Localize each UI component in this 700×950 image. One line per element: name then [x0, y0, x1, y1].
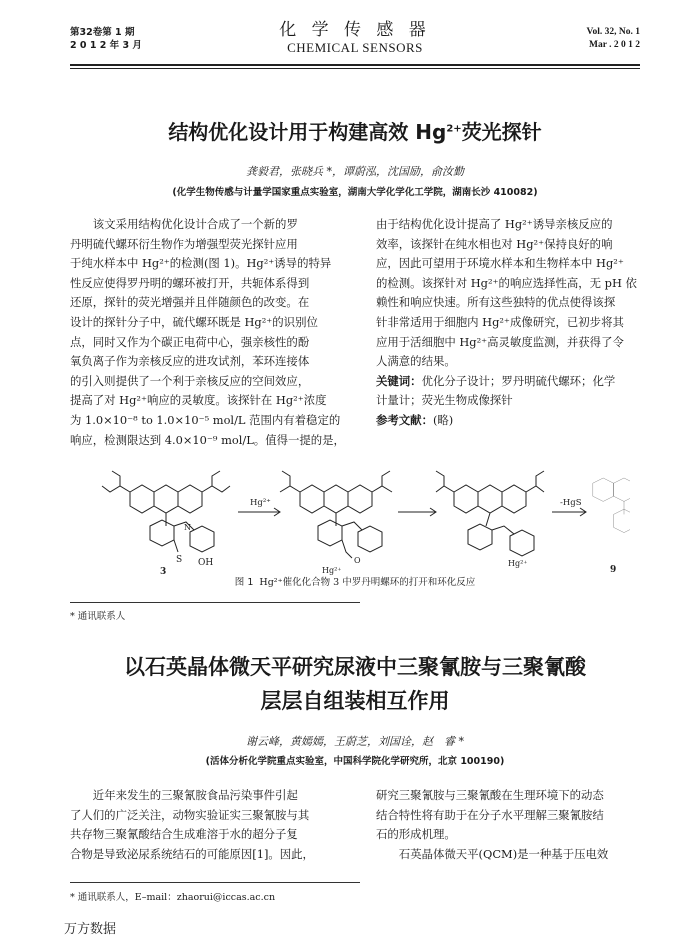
keywords [376, 372, 646, 392]
article1-title-post: 荧光探针 [461, 120, 542, 144]
compound-3-label: 3 [160, 567, 167, 576]
article1-footnote: * 通讯联系人 [70, 611, 126, 622]
article1-col1-line: 的引入则提供了一个利于亲核反应的空间效应， [70, 373, 310, 388]
n-ethyl-right-3 [526, 486, 544, 492]
n-ethyl-right-2 [372, 486, 392, 492]
article2-col2-line: 研究三聚氰胺与三聚氰酸在生理环境下的动态 [376, 788, 604, 802]
article1-col1-line: 点，同时又作为个碳正电荷中心，强亲核性的酚 [70, 334, 310, 349]
article2-col2-line: 石的形成机理。 [376, 827, 456, 842]
ring-a2 [300, 485, 324, 513]
keywords-line2: 计量计；荧光生物成像探针 [376, 393, 513, 408]
article1-col2-line: 应，因此可望用于环境水样本和生物样本中 Hg²⁺ [376, 256, 624, 271]
bond-center-3 [486, 513, 490, 526]
references [376, 411, 646, 431]
ring-c2 [348, 485, 372, 513]
ring-phenol-2 [358, 526, 382, 552]
ring-phenol-1 [190, 526, 214, 552]
ring-spiro-1 [150, 520, 174, 546]
atom-o-label: O [354, 556, 361, 565]
header-issue-en [587, 26, 641, 52]
ring-b3 [478, 485, 502, 513]
figure-caption-text: Hg²⁺催化化合物 3 中罗丹明螺环的打开和环化反应 [259, 577, 476, 588]
figure-caption-label: 图 1 [234, 577, 254, 588]
n-ethyl-left-3b [436, 471, 444, 486]
references-label: 参考文献： [376, 412, 433, 427]
figure-1-reaction-scheme [90, 468, 630, 576]
article2-col1-line: 合物是导致泌尿系统结石的可能原因[1]。因此， [70, 846, 314, 861]
ring-spiro-2 [318, 520, 342, 546]
article1-column-right [376, 215, 646, 431]
article1-col1-line: 丹明硫代螺环衍生物作为增强型荧光探针应用 [70, 236, 298, 251]
header-rule-thick [70, 64, 640, 66]
n-ethyl-right-1b [212, 471, 220, 486]
keywords-label: 关键词： [376, 373, 422, 388]
atom-oh-label: OH [198, 558, 214, 568]
article1-title [70, 116, 640, 145]
footnote-rule-2 [70, 882, 360, 883]
ring-a4 [593, 478, 614, 501]
molecule-intermediate-2 [436, 471, 544, 556]
atom-n-label: N [184, 523, 191, 532]
ring-b2 [324, 485, 348, 513]
atom-s-label-1: S [176, 555, 183, 565]
running-header [70, 20, 640, 64]
article1-authors: 龚毅君，张晓兵 *，谭蔚泓，沈国励，俞汝勤 [246, 165, 464, 178]
figure-1-caption [70, 574, 640, 588]
article1-col1-line: 响应，检测限达到 4.0×10⁻⁹ mol/L。值得一提的是， [70, 432, 345, 447]
ring-phenyl-4 [614, 509, 630, 532]
ring-c1 [178, 485, 202, 513]
journal-name-en: CHEMICAL SENSORS [287, 40, 423, 55]
n-ethyl-left-1b [112, 471, 120, 486]
header-date-en: Mar . 2 0 1 2 [588, 40, 640, 50]
ring-a1 [130, 485, 154, 513]
article2-title-line2: 层层自组装相互作用 [260, 689, 450, 713]
article1-title-sup: 2+ [446, 123, 462, 135]
article2-footnote: * 通讯联系人，E–mail：zhaorui@iccas.ac.cn [70, 892, 276, 903]
atom-hg-label-1: Hg²⁺ [322, 566, 342, 575]
article1-col2-line: 赖性和响应快速。所有这些独特的优点使得该探 [376, 295, 616, 310]
article2-col2-line: 结合特性将有助于在分子水平理解三聚氰胺结 [376, 807, 604, 822]
article2-title-line1: 以石英晶体微天平研究尿液中三聚氰胺与三聚氰酸 [124, 655, 586, 679]
bond-n-3 [492, 526, 514, 534]
article1-col1-line: 为 1.0×10⁻⁸ to 1.0×10⁻⁵ mol/L 范围内有着稳定的 [70, 412, 341, 427]
molecule-compound-9 [593, 478, 630, 535]
ring-a3 [454, 485, 478, 513]
reagent-hg-label: Hg²⁺ [250, 498, 271, 508]
article1-col2-line: 由于结构优化设计提高了 Hg²⁺诱导亲核反应的 [376, 217, 613, 231]
ring-c3 [502, 485, 526, 513]
watermark-text: 万方数据 [64, 922, 117, 937]
n-ethyl-right-3b [536, 471, 544, 486]
article1-col2-line: 效率，该探针在纯水相也对 Hg²⁺保持良好的响 [376, 236, 613, 251]
article1-affiliation: (化学生物传感与计量学国家重点实验室，湖南大学化学化工学院，湖南长沙 410082) [172, 187, 538, 198]
article2-column-right [376, 786, 646, 864]
article1-col1-line: 于纯水样本中 Hg²⁺的检测(图 1)。Hg²⁺诱导的特异 [70, 256, 332, 271]
header-volume-en: Vol. 32, No. 1 [586, 27, 640, 37]
keywords-line1: 优化分子设计；罗丹明硫代螺环；化学 [421, 373, 616, 388]
molecule-intermediate-1 [280, 471, 392, 558]
ring-phenyl-3 [468, 524, 492, 550]
article1-col1-line: 性反应使得罗丹明的螺环被打开，共轭体系得到 [70, 275, 310, 290]
article2-col1-line: 近年来发生的三聚氰胺食品污染事件引起 [92, 788, 298, 802]
article1-col2-line: 人满意的结果。 [376, 354, 456, 369]
compound-9-label: 9 [610, 565, 617, 575]
bond-s-o-2 [342, 540, 352, 558]
n-ethyl-left-3 [436, 486, 454, 492]
header-journal [70, 20, 640, 56]
n-ethyl-right-2b [382, 471, 390, 486]
article1-col2-line: 应用于活细胞中 Hg²⁺高灵敏度监测，并获得了令 [376, 334, 624, 349]
article2-col1-line: 了人们的广泛关注，动物实验证实三聚氰胺与其 [70, 807, 310, 822]
article1-col1-line: 还原，探针的荧光增强并且伴随颜色的改变。在 [70, 295, 310, 310]
article2-authors: 谢云峰，黄嫣嫣，王蔚芝，刘国诠，赵 睿 * [246, 735, 464, 748]
article2-column-left [70, 786, 355, 864]
ring-phenol-3 [510, 530, 534, 556]
reagent-minus-hgs-label: -HgS [560, 498, 582, 508]
n-ethyl-left-2b [282, 471, 290, 486]
article2-affiliation: (活体分析化学院重点实验室，中国科学院化学研究所，北京 100190) [205, 756, 505, 767]
ring-b4 [614, 478, 630, 501]
n-ethyl-right-1 [202, 486, 230, 492]
n-ethyl-left-2 [280, 486, 300, 492]
article1-column-left [70, 215, 355, 450]
article2-col2-line: 石英晶体微天平(QCM)是一种基于压电效 [398, 846, 609, 861]
article1-col2-line: 针非常适用于细胞内 Hg²⁺成像研究，已初步将其 [376, 314, 624, 329]
article1-title-pre: 结构优化设计用于构建高效 Hg [168, 120, 447, 144]
header-volume-cn: 第32卷第 1 期 [70, 27, 135, 38]
article1-col1-line: 该文采用结构优化设计合成了一个新的罗 [92, 217, 298, 231]
article1-col1-line: 设计的探针分子中，硫代螺环既是 Hg²⁺的识别位 [70, 314, 318, 329]
article1-col1-line: 氧负离子作为亲核反应的进攻试剂，苯环连接体 [70, 354, 310, 369]
atom-hg-label-2: Hg²⁺ [508, 559, 528, 568]
article1-col2-line: 的检测。该探针对 Hg²⁺的响应选择性高，无 pH 依 [376, 275, 637, 290]
molecule-compound-3 [102, 471, 230, 552]
references-value: (略) [432, 412, 454, 427]
footnote-rule-1 [70, 602, 360, 603]
bond-s-1 [174, 540, 178, 552]
header-date-cn: 2 0 1 2 年 3 月 [70, 40, 142, 51]
journal-name-cn: 化 学 传 感 器 [279, 20, 431, 40]
ring-b1 [154, 485, 178, 513]
bond-n-2 [342, 522, 362, 530]
article2-col1-line: 共存物三聚氰酸结合生成难溶于水的超分子复 [70, 827, 298, 842]
header-rule-thin [70, 68, 640, 69]
article1-col1-line: 提高了对 Hg²⁺响应的灵敏度。该探针在 Hg²⁺浓度 [70, 393, 327, 408]
n-ethyl-left-1 [102, 486, 130, 492]
